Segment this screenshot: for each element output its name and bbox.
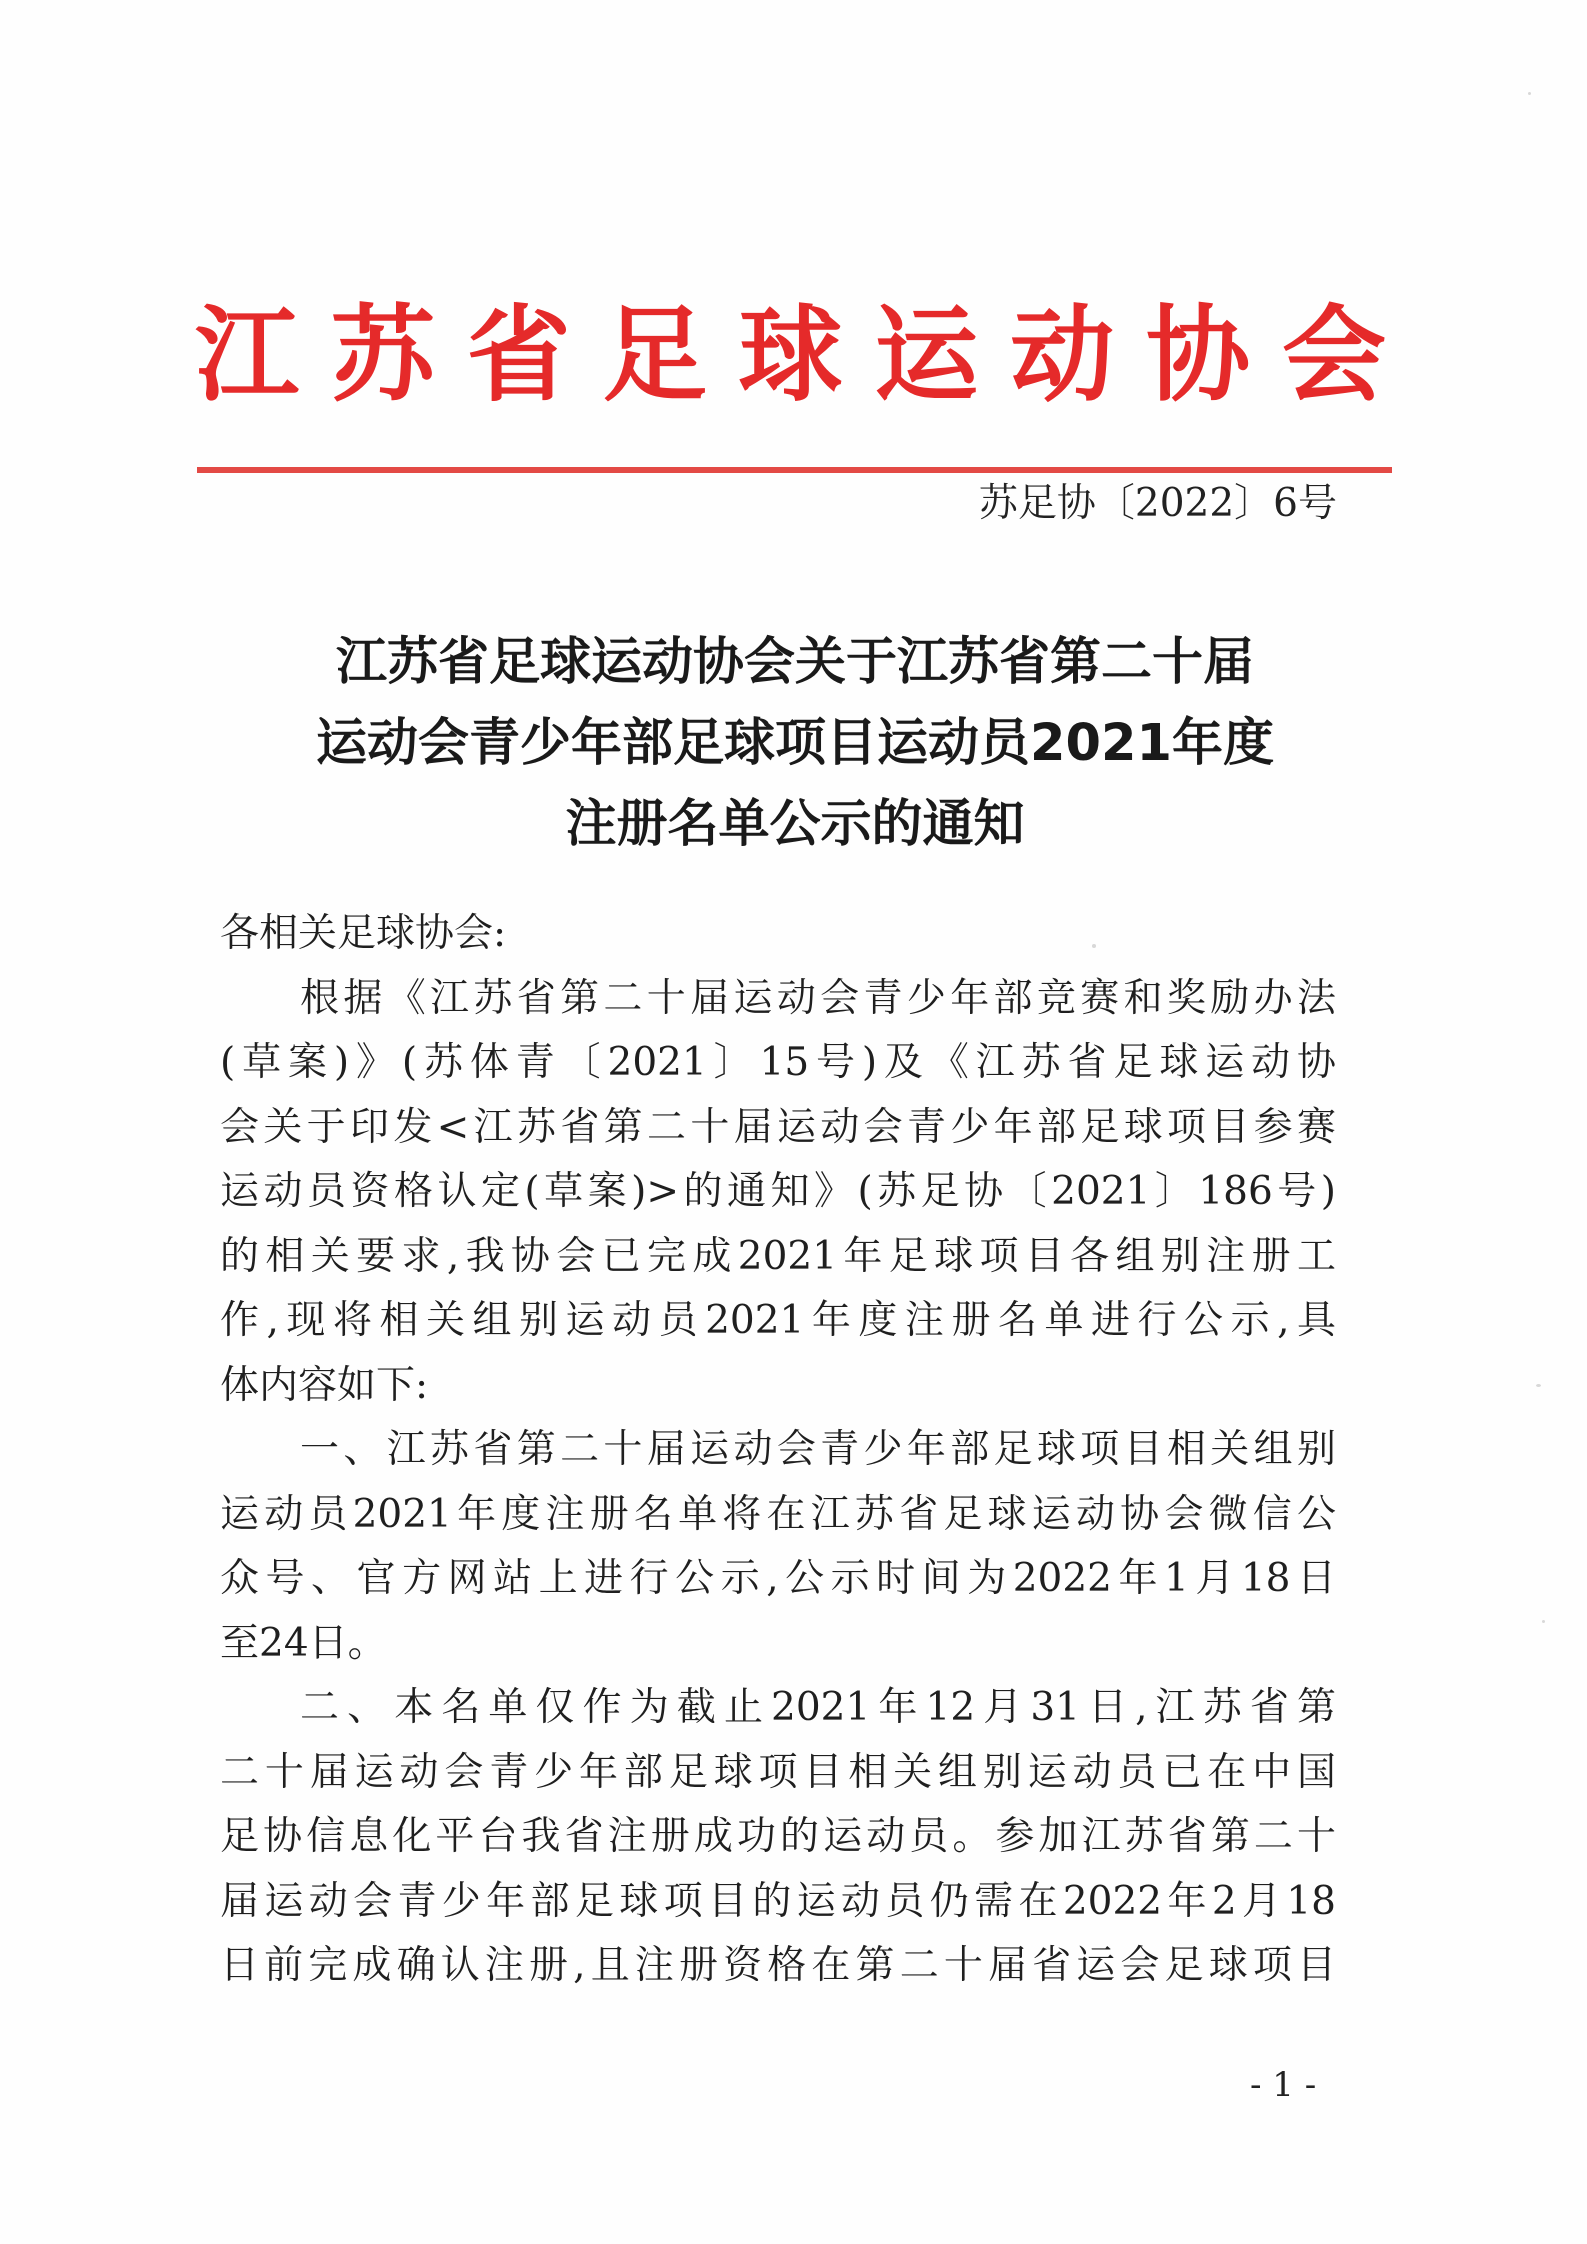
paragraph-3-line-1: 二、本名单仅作为截止2021年12月31日,江苏省第 bbox=[300, 1685, 1336, 1730]
paragraph-1-line-3: 会关于印发<江苏省第二十届运动会青少年部足球项目参赛 bbox=[220, 1104, 1336, 1150]
paragraph-2-line-3: 众号、官方网站上进行公示,公示时间为2022年1月18日 bbox=[220, 1556, 1336, 1601]
document-number: 苏足协〔2022〕6号 bbox=[978, 481, 1337, 526]
paragraph-2-line-1: 一、江苏省第二十届运动会青少年部足球项目相关组别 bbox=[300, 1427, 1336, 1472]
paragraph-2-line-4: 至24日。 bbox=[220, 1620, 387, 1666]
title-line-2: 运动会青少年部足球项目运动员2021年度 bbox=[316, 714, 1274, 773]
paragraph-1-line-2: (草案)》(苏体青〔2021〕15号)及《江苏省足球运动协 bbox=[220, 1040, 1336, 1085]
paragraph-1-line-5: 的相关要求,我协会已完成2021年足球项目各组别注册工 bbox=[220, 1233, 1336, 1279]
scan-speck bbox=[1536, 1384, 1541, 1387]
letterhead-red-rule bbox=[197, 467, 1392, 473]
letterhead-org-name: 江苏省足球运动协会 bbox=[195, 294, 1390, 416]
page-number: - 1 - bbox=[1250, 2065, 1317, 2105]
paragraph-1-line-1: 根据《江苏省第二十届运动会青少年部竞赛和奖励办法 bbox=[300, 975, 1336, 1021]
document-body bbox=[220, 902, 1336, 1999]
title-line-1: 江苏省足球运动协会关于江苏省第二十届 bbox=[335, 633, 1254, 692]
paragraph-1-line-4: 运动员资格认定(草案)>的通知》(苏足协〔2021〕186号) bbox=[220, 1169, 1336, 1214]
paragraph-3-line-4: 届运动会青少年部足球项目的运动员仍需在2022年2月18 bbox=[220, 1878, 1336, 1924]
paragraph-2-line-2: 运动员2021年度注册名单将在江苏省足球运动协会微信公 bbox=[220, 1491, 1336, 1537]
paragraph-3-line-3: 足协信息化平台我省注册成功的运动员。参加江苏省第二十 bbox=[220, 1814, 1336, 1859]
salutation: 各相关足球协会: bbox=[220, 911, 507, 956]
title-line-3: 注册名单公示的通知 bbox=[565, 795, 1025, 854]
scan-speck bbox=[1092, 944, 1096, 948]
paragraph-3-line-2: 二十届运动会青少年部足球项目相关组别运动员已在中国 bbox=[220, 1749, 1336, 1795]
paragraph-1-line-6: 作,现将相关组别运动员2021年度注册名单进行公示,具 bbox=[220, 1298, 1336, 1343]
document-title bbox=[170, 622, 1420, 865]
paragraph-1-line-7: 体内容如下: bbox=[220, 1362, 429, 1408]
paragraph-3-line-5: 日前完成确认注册,且注册资格在第二十届省运会足球项目 bbox=[220, 1943, 1336, 1988]
scan-speck bbox=[1528, 92, 1531, 95]
scan-speck bbox=[1542, 1620, 1545, 1623]
